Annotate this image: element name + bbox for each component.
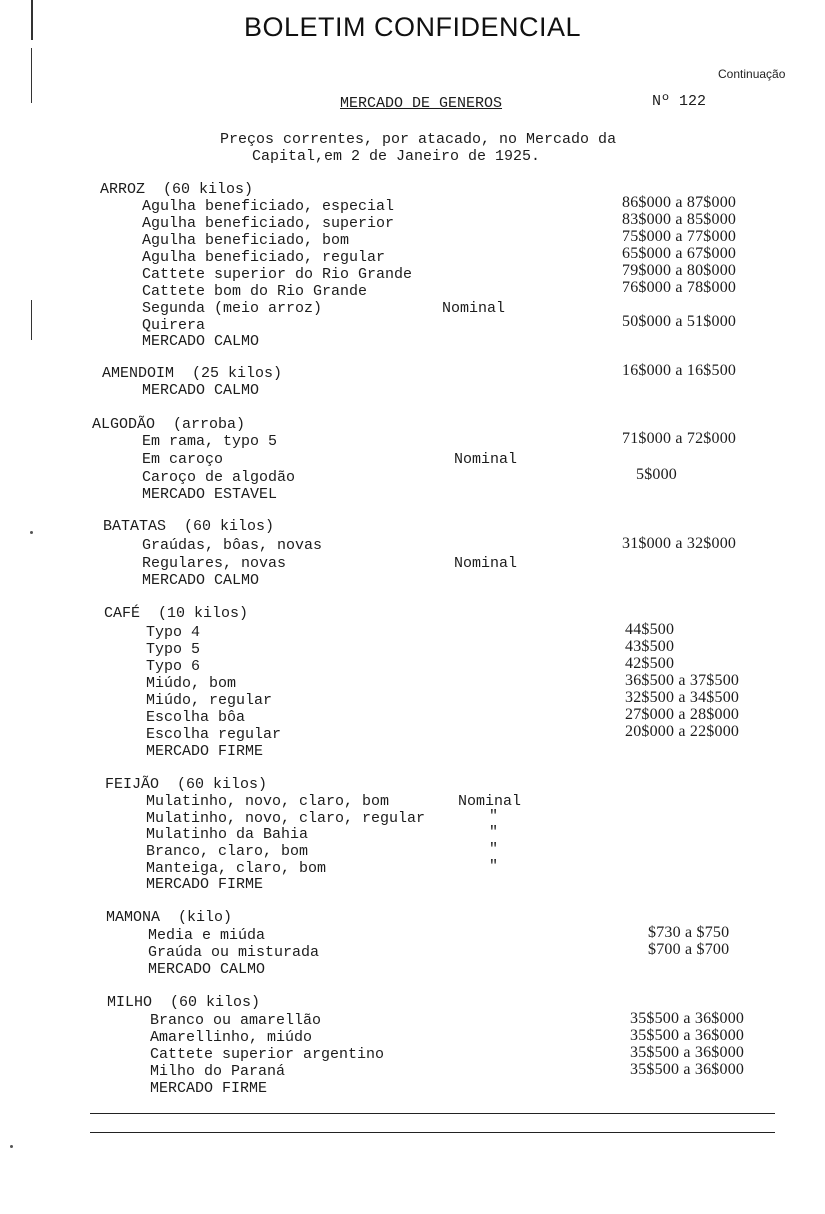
list-item: Quirera <box>142 317 206 334</box>
price-value: 86$000 a 87$000 <box>622 194 737 211</box>
list-item: Segunda (meio arroz) <box>142 300 323 317</box>
list-item: Typo 5 <box>146 641 201 658</box>
price-value: 76$000 a 78$000 <box>622 279 737 296</box>
list-item: Typo 6 <box>146 658 201 675</box>
nominal-marker: Nominal <box>454 555 518 572</box>
price-value: 35$500 a 36$000 <box>630 1010 745 1027</box>
market-status: MERCADO CALMO <box>142 572 260 589</box>
price-value: 65$000 a 67$000 <box>622 245 737 262</box>
category-heading: FEIJÃO (60 kilos) <box>105 776 268 793</box>
list-item: Amarellinho, miúdo <box>150 1029 313 1046</box>
document-title: BOLETIM CONFIDENCIAL <box>243 12 582 42</box>
list-item: Mulatinho, novo, claro, bom <box>146 793 390 810</box>
list-item: Branco, claro, bom <box>146 843 309 860</box>
ditto-marker: " <box>489 824 499 841</box>
category-heading: AMENDOIM (25 kilos) <box>102 365 283 382</box>
category-heading: CAFÉ (10 kilos) <box>104 605 249 622</box>
list-item: Manteiga, claro, bom <box>146 860 327 877</box>
intro-line-1: Preços correntes, por atacado, no Mercado da <box>220 131 617 148</box>
margin-scan-mark <box>31 48 32 103</box>
list-item: Miúdo, regular <box>146 692 273 709</box>
category-heading: MAMONA (kilo) <box>106 909 233 926</box>
price-value: 36$500 a 37$500 <box>625 672 740 689</box>
list-item: Cattete superior do Rio Grande <box>142 266 413 283</box>
price-value: $700 a $700 <box>648 941 730 958</box>
list-item: Branco ou amarellão <box>150 1012 322 1029</box>
market-status: MERCADO FIRME <box>146 876 264 893</box>
list-item: Caroço de algodão <box>142 469 296 486</box>
category-heading: ARROZ (60 kilos) <box>100 181 254 198</box>
price-value: 35$500 a 36$000 <box>630 1044 745 1061</box>
price-value: 79$000 a 80$000 <box>622 262 737 279</box>
list-item: Milho do Paraná <box>150 1063 286 1080</box>
list-item: Graúdas, bôas, novas <box>142 537 323 554</box>
price-value: 35$500 a 36$000 <box>630 1061 745 1078</box>
list-item: Cattete bom do Rio Grande <box>142 283 368 300</box>
list-item: Mulatinho da Bahia <box>146 826 309 843</box>
scan-speck <box>10 1145 13 1148</box>
list-item: Typo 4 <box>146 624 201 641</box>
price-value: 20$000 a 22$000 <box>625 723 740 740</box>
continuation-label: Continuação <box>718 67 786 81</box>
price-value: 35$500 a 36$000 <box>630 1027 745 1044</box>
list-item: Em rama, typo 5 <box>142 433 278 450</box>
category-heading: MILHO (60 kilos) <box>107 994 261 1011</box>
category-heading: BATATAS (60 kilos) <box>103 518 275 535</box>
bulletin-number: Nº 122 <box>652 93 707 110</box>
list-item: Cattete superior argentino <box>150 1046 385 1063</box>
category-heading: ALGODÃO (arroba) <box>92 416 246 433</box>
list-item: Media e miúda <box>148 927 266 944</box>
list-item: Mulatinho, novo, claro, regular <box>146 810 426 827</box>
list-item: Graúda ou misturada <box>148 944 320 961</box>
ditto-marker: " <box>489 808 499 825</box>
market-status: MERCADO CALMO <box>142 333 260 350</box>
list-item: Agulha beneficiado, especial <box>142 198 395 215</box>
ditto-marker: " <box>489 858 499 875</box>
price-value: 43$500 <box>625 638 675 655</box>
price-value: 50$000 a 51$000 <box>622 313 737 330</box>
price-value: 5$000 <box>636 466 677 483</box>
nominal-marker: Nominal <box>458 793 522 810</box>
nominal-marker: Nominal <box>442 300 506 317</box>
list-item: Agulha beneficiado, superior <box>142 215 395 232</box>
divider-line <box>90 1132 775 1133</box>
market-heading: MERCADO DE GENEROS <box>340 95 503 112</box>
price-value: 27$000 a 28$000 <box>625 706 740 723</box>
list-item: Em caroço <box>142 451 224 468</box>
price-value: 16$000 a 16$500 <box>622 362 737 379</box>
intro-line-2: Capital,em 2 de Janeiro de 1925. <box>252 148 541 165</box>
market-status: MERCADO ESTAVEL <box>142 486 278 503</box>
price-value: 42$500 <box>625 655 675 672</box>
scan-speck <box>30 531 33 534</box>
market-status: MERCADO CALMO <box>142 382 260 399</box>
market-status: MERCADO CALMO <box>148 961 266 978</box>
list-item: Escolha bôa <box>146 709 246 726</box>
list-item: Miúdo, bom <box>146 675 237 692</box>
list-item: Agulha beneficiado, regular <box>142 249 386 266</box>
nominal-marker: Nominal <box>454 451 518 468</box>
price-value: $730 a $750 <box>648 924 730 941</box>
ditto-marker: " <box>489 841 499 858</box>
price-value: 31$000 a 32$000 <box>622 535 737 552</box>
price-value: 75$000 a 77$000 <box>622 228 737 245</box>
price-value: 32$500 a 34$500 <box>625 689 740 706</box>
list-item: Regulares, novas <box>142 555 287 572</box>
price-value: 71$000 a 72$000 <box>622 430 737 447</box>
price-value: 83$000 a 85$000 <box>622 211 737 228</box>
market-status: MERCADO FIRME <box>150 1080 268 1097</box>
list-item: Agulha beneficiado, bom <box>142 232 350 249</box>
price-value: 44$500 <box>625 621 675 638</box>
margin-scan-mark <box>31 300 32 340</box>
divider-line <box>90 1113 775 1114</box>
market-status: MERCADO FIRME <box>146 743 264 760</box>
list-item: Escolha regular <box>146 726 282 743</box>
